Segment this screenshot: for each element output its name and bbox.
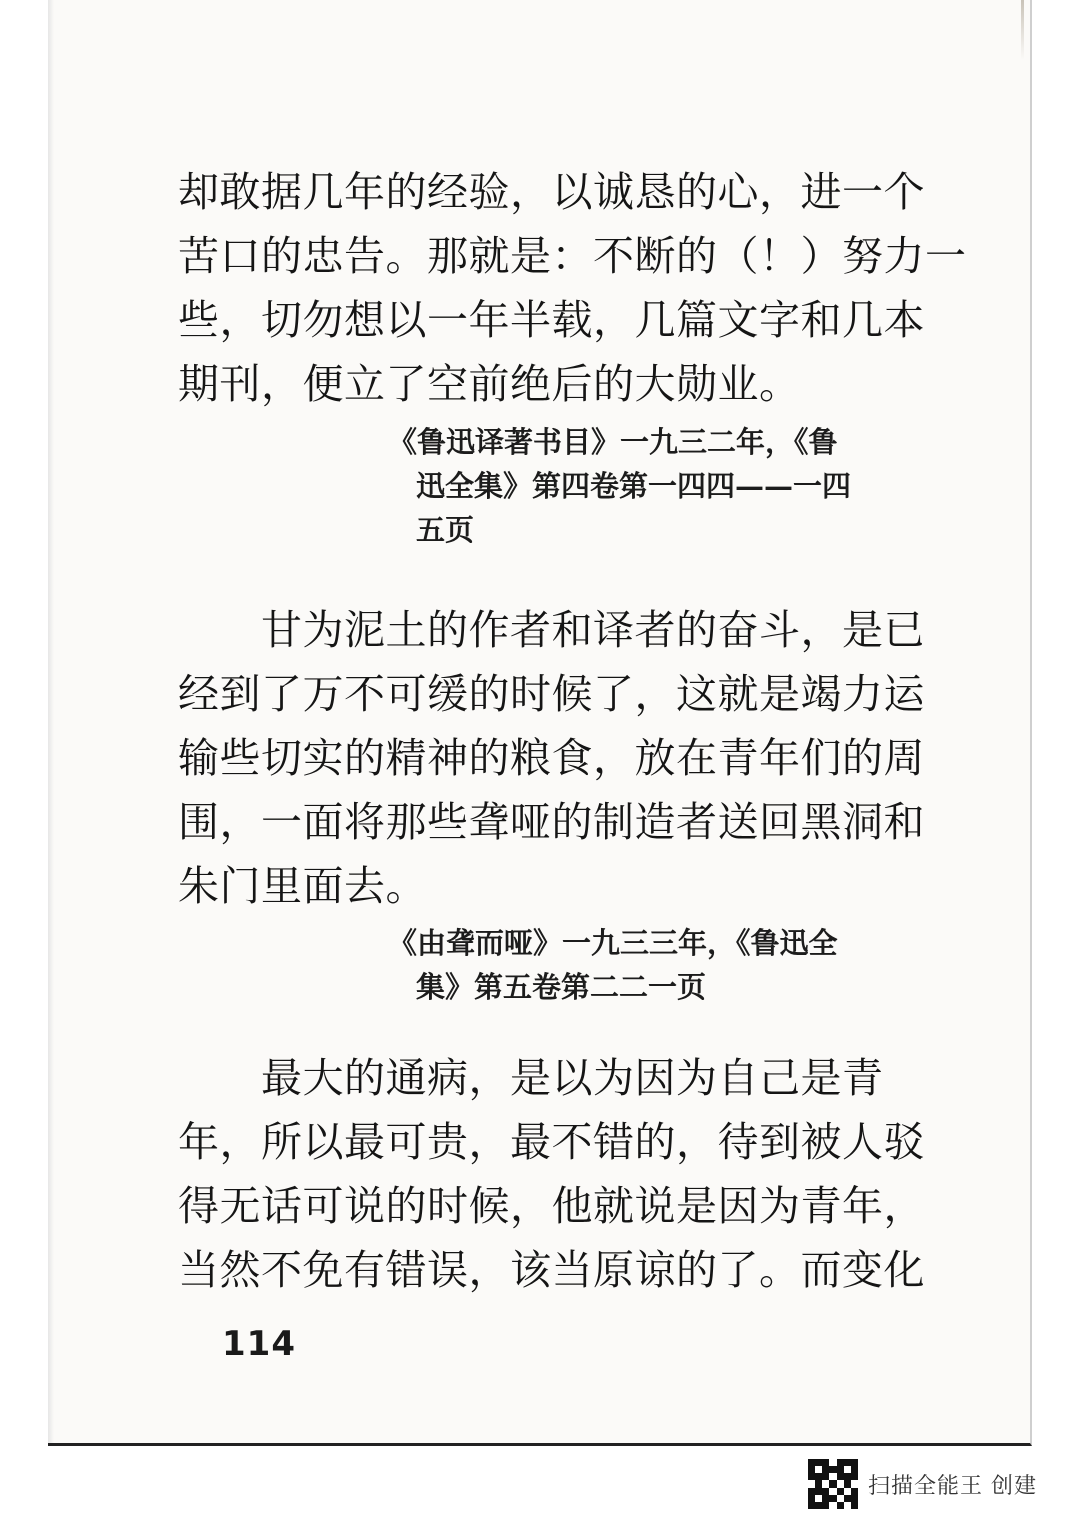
citation-line: 《由聋而哑》一九三三年，《鲁迅全	[388, 926, 838, 960]
text-line: 却敢据几年的经验，以诚恳的心，进一个	[178, 168, 925, 216]
citation-2	[388, 921, 948, 1009]
citation-line: 集》第五卷第二二一页	[416, 970, 707, 1004]
text-line: 苦口的忠告。那就是：不断的（！）努力一	[178, 232, 967, 280]
citation-line: 《鲁迅译著书目》一九三二年，《鲁	[388, 425, 838, 459]
qr-code-icon	[808, 1459, 858, 1509]
paragraph-1	[178, 160, 967, 416]
text-line: 输些切实的精神的粮食，放在青年们的周	[178, 734, 925, 782]
citation-1	[388, 420, 948, 552]
citation-line: 迅全集》第四卷第一四四——一四	[416, 469, 852, 503]
text-line: 得无话可说的时候，他就说是因为青年，	[178, 1182, 925, 1230]
text-line: 年，所以最可贵，最不错的，待到被人驳	[178, 1118, 925, 1166]
book-page	[48, 0, 1032, 1446]
paragraph-3	[178, 1046, 948, 1302]
text-line: 经到了万不可缓的时候了，这就是竭力运	[178, 670, 925, 718]
text-line: 当然不免有错误，该当原谅的了。而变化	[178, 1246, 925, 1294]
page-number: 114	[222, 1324, 296, 1364]
text-line: 期刊，便立了空前绝后的大勋业。	[178, 360, 801, 408]
text-line: 围，一面将那些聋哑的制造者送回黑洞和	[178, 798, 925, 846]
citation-line: 五页	[416, 513, 475, 547]
watermark-text: 扫描全能王 创建	[868, 1473, 1037, 1499]
paragraph-2	[178, 598, 948, 918]
text-line: 朱门里面去。	[178, 862, 427, 910]
text-line: 甘为泥土的作者和译者的奋斗，是已	[178, 606, 925, 654]
text-line: 最大的通病，是以为因为自己是青	[178, 1054, 884, 1102]
text-line: 些，切勿想以一年半载，几篇文字和几本	[178, 296, 925, 344]
scanner-watermark	[808, 1458, 1037, 1510]
